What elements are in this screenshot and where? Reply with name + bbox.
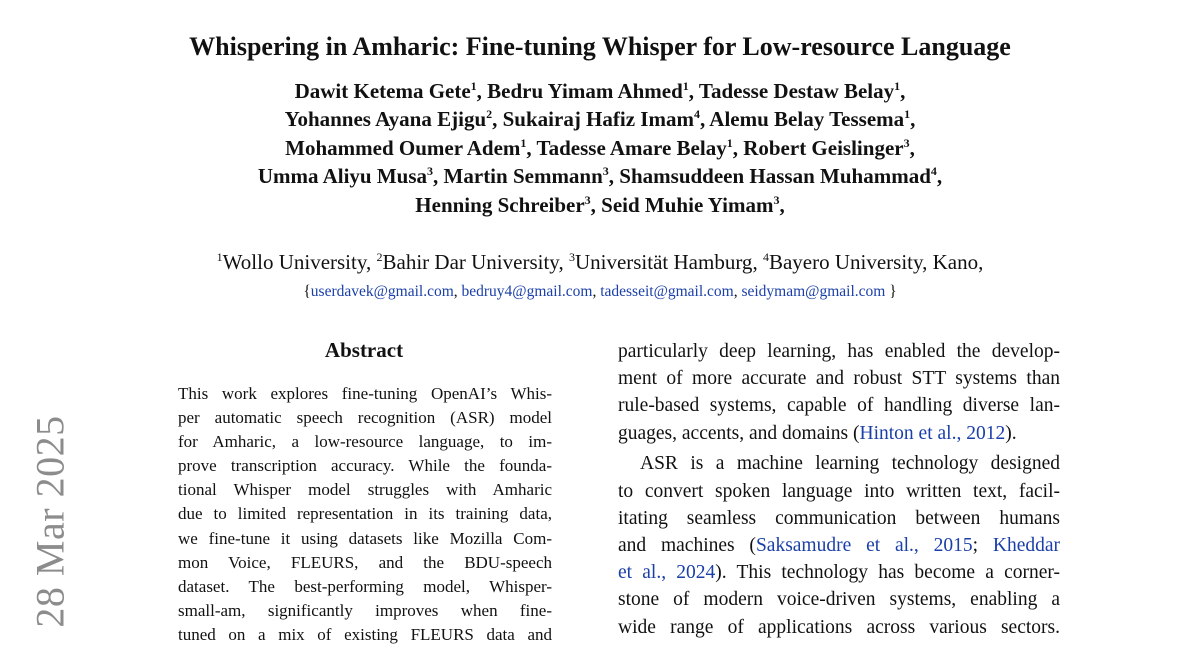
separator: , xyxy=(492,107,503,132)
affiliation-marker: 1 xyxy=(470,79,477,93)
affiliation-marker: 1 xyxy=(682,79,689,93)
author-line xyxy=(0,134,1200,162)
text-line xyxy=(618,559,1060,586)
separator: , xyxy=(526,135,537,160)
email-link[interactable]: bedruy4@gmail.com xyxy=(461,283,593,300)
separator: , xyxy=(366,250,377,274)
arxiv-date-text: 28 Mar 2025 xyxy=(27,414,73,628)
separator: , xyxy=(779,192,785,217)
affiliation-number: 4 xyxy=(762,250,769,264)
citation-link[interactable]: Hinton et al., 2012 xyxy=(859,422,1006,444)
text-line: stone of modern voice-driven systems, enabling a xyxy=(618,589,1060,611)
citation-link[interactable]: et al., 2024 xyxy=(618,562,716,584)
separator: , xyxy=(936,164,943,189)
affiliation-marker: 3 xyxy=(584,192,591,207)
affiliation-marker: 4 xyxy=(930,164,937,179)
author-line xyxy=(0,162,1200,190)
separator: , xyxy=(688,79,699,103)
abstract-line: we fine-tune it using datasets like Mozilla Com- xyxy=(178,528,552,548)
citation-link[interactable]: Saksamudre et al., 2015 xyxy=(755,535,973,557)
affiliation-marker: 1 xyxy=(520,135,527,150)
abstract-line: for Amharic, a low-resource language, to im- xyxy=(178,432,552,452)
email-open-brace: { xyxy=(303,283,311,300)
affiliation-number: 3 xyxy=(568,250,575,264)
text-line: particularly deep learning, has enabled the develop- xyxy=(618,341,1060,362)
abstract-line: This work explores fine-tuning OpenAI’s Whis- xyxy=(178,384,552,403)
affiliation-marker: 1 xyxy=(726,135,733,150)
abstract-line: tional Whisper model struggles with Amharic xyxy=(178,480,552,500)
separator: , xyxy=(733,283,742,300)
affiliation-marker: 3 xyxy=(773,192,780,207)
affiliation-name: Bahir Dar University xyxy=(382,250,559,274)
author-list xyxy=(0,77,1200,219)
text-line: ASR is a machine learning technology designed xyxy=(640,453,1060,475)
author-name: Tadesse Destaw Belay xyxy=(698,79,895,103)
separator: , xyxy=(699,107,710,132)
abstract-body xyxy=(178,382,552,647)
author-line xyxy=(0,191,1200,219)
text: ). xyxy=(1005,422,1017,444)
separator: , xyxy=(558,250,569,274)
intro-paragraph-2 xyxy=(618,450,1060,640)
author-name: Mohammed Oumer Adem xyxy=(285,135,521,160)
text: ; xyxy=(972,535,993,557)
text-line: ment of more accurate and robust STT systems than xyxy=(618,368,1060,390)
affiliation-name: Universität Hamburg xyxy=(574,250,753,274)
author-name: Henning Schreiber xyxy=(415,192,585,217)
separator: , xyxy=(590,192,602,217)
citation-link[interactable]: Kheddar xyxy=(992,535,1060,557)
separator: , xyxy=(910,107,916,132)
abstract-line: tuned on a mix of existing FLEURS data and xyxy=(178,624,552,644)
intro-paragraph-1 xyxy=(618,338,1060,447)
affiliations xyxy=(0,248,1200,276)
abstract-line: prove transcription accuracy. While the founda- xyxy=(178,456,552,476)
affiliation-number: 2 xyxy=(376,250,383,264)
text-line xyxy=(618,420,1060,447)
author-name: Seid Muhie Yimam xyxy=(601,192,774,217)
author-name: Martin Semmann xyxy=(443,164,603,189)
author-line xyxy=(0,105,1200,133)
text: guages, accents, and domains ( xyxy=(618,422,860,444)
email-link[interactable]: seidymam@gmail.com xyxy=(741,283,886,300)
author-name: Sukairaj Hafiz Imam xyxy=(502,107,694,132)
separator: , xyxy=(978,250,984,274)
abstract-line: small-am, significantly improves when fine- xyxy=(178,600,552,620)
affiliation-marker: 4 xyxy=(693,107,700,122)
abstract-heading: Abstract xyxy=(324,338,404,362)
separator: , xyxy=(900,79,906,103)
email-close-brace: } xyxy=(889,283,897,300)
affiliation-marker: 2 xyxy=(486,107,493,122)
separator: , xyxy=(453,283,462,300)
email-link[interactable]: userdavek@gmail.com xyxy=(310,283,454,300)
text: ). This technology has become a corner- xyxy=(715,562,1060,584)
abstract-line: dataset. The best-performing model, Whisper- xyxy=(178,576,552,596)
author-name: Shamsuddeen Hassan Muhammad xyxy=(619,164,931,189)
email-link[interactable]: tadesseit@gmail.com xyxy=(600,283,734,300)
author-name: Yohannes Ayana Ejigu xyxy=(284,107,487,132)
affiliation-marker: 3 xyxy=(602,164,609,179)
affiliation-marker: 3 xyxy=(903,135,910,150)
separator: , xyxy=(752,250,763,274)
author-name: Bedru Yimam Ahmed xyxy=(487,79,683,103)
author-name: Dawit Ketema Gete xyxy=(294,79,471,103)
author-name: Robert Geislinger xyxy=(743,135,904,160)
arxiv-date-stamp xyxy=(27,414,73,628)
affiliation-marker: 1 xyxy=(894,79,901,93)
abstract-line: mon Voice, FLEURS, and the BDU-speech xyxy=(178,552,552,572)
author-name: Tadesse Amare Belay xyxy=(536,135,727,160)
abstract-line: due to limited representation in its training data, xyxy=(178,504,552,524)
author-name: Alemu Belay Tessema xyxy=(709,107,905,132)
abstract-line: per automatic speech recognition (ASR) model xyxy=(178,408,552,428)
affiliation-marker: 1 xyxy=(904,107,911,122)
author-name: Umma Aliyu Musa xyxy=(257,164,428,189)
affiliation-name: Bayero University, Kano xyxy=(768,250,979,274)
separator: , xyxy=(732,135,744,160)
text-line: rule-based systems, capable of handling diverse lan- xyxy=(618,395,1060,417)
separator: , xyxy=(608,164,620,189)
affiliation-name: Wollo University xyxy=(222,250,366,274)
text: and machines ( xyxy=(618,535,756,557)
affiliation-marker: 3 xyxy=(427,164,434,179)
intro-column xyxy=(618,338,1060,641)
affiliation-number: 1 xyxy=(216,250,223,264)
separator: , xyxy=(476,79,488,103)
separator: , xyxy=(433,164,444,189)
separator: , xyxy=(909,135,915,160)
text-line xyxy=(618,532,1060,559)
separator: , xyxy=(592,283,601,300)
text-line: to convert spoken language into written text, facil- xyxy=(618,480,1060,502)
author-line xyxy=(0,77,1200,105)
text-line: itating seamless communication between humans xyxy=(618,507,1060,529)
text-line: wide range of applications across various sectors. xyxy=(618,616,1060,638)
paper-title: Whispering in Amharic: Fine-tuning Whisper for Low-resource Language xyxy=(189,32,1011,61)
email-list xyxy=(0,282,1200,302)
